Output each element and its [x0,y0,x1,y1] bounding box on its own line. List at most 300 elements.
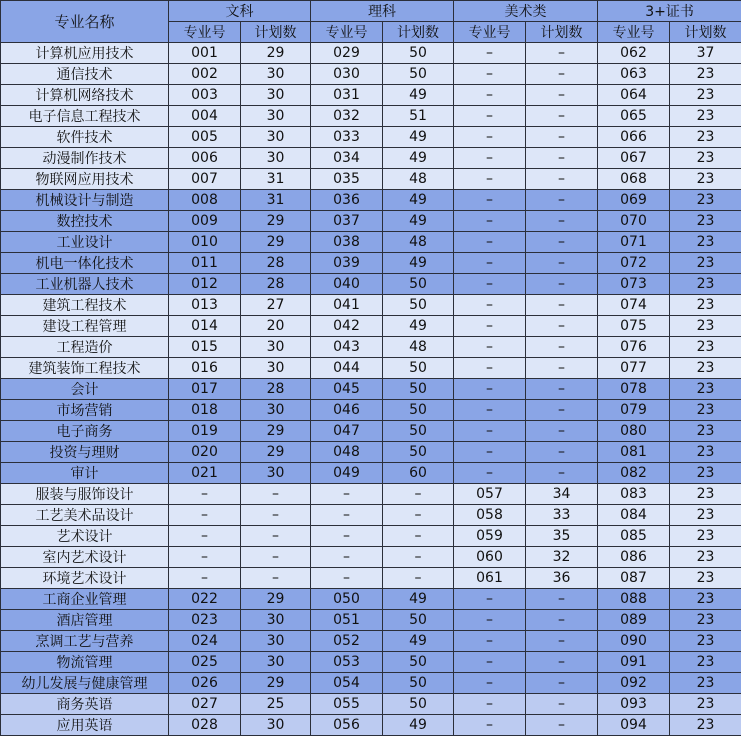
table-row [1,106,741,127]
table-row [1,463,741,484]
table-row [1,442,741,463]
major-code-cell: 035 [311,169,383,190]
plan-count-cell: 23 [670,568,741,589]
major-code-cell: 002 [169,64,241,85]
plan-count-cell: 23 [670,694,741,715]
major-code-cell: 027 [169,694,241,715]
major-code-cell: – [311,505,383,526]
major-name-cell: 工商企业管理 [1,589,169,610]
plan-count-cell: – [241,526,311,547]
plan-count-cell: 23 [670,295,741,316]
major-code-cell: 072 [598,253,670,274]
major-code-cell: – [454,85,526,106]
table-row [1,169,741,190]
major-name-cell: 幼儿发展与健康管理 [1,673,169,694]
major-code-cell: 085 [598,526,670,547]
major-code-cell: 022 [169,589,241,610]
plan-count-cell: – [383,547,454,568]
major-code-cell: – [454,253,526,274]
major-code-cell: 066 [598,127,670,148]
major-name-cell: 应用英语 [1,715,169,736]
major-code-cell: – [454,274,526,295]
plan-count-cell: 49 [383,253,454,274]
major-code-cell: 010 [169,232,241,253]
major-code-cell: 074 [598,295,670,316]
table-body [1,43,741,736]
plan-count-cell: 30 [241,610,311,631]
major-code-cell: 079 [598,400,670,421]
major-name-cell: 通信技术 [1,64,169,85]
plan-count-cell: 20 [241,316,311,337]
plan-count-cell: 50 [383,694,454,715]
major-code-cell: 083 [598,484,670,505]
plan-count-cell: 23 [670,400,741,421]
major-code-cell: 016 [169,358,241,379]
major-code-cell: 067 [598,148,670,169]
plan-count-cell: 29 [241,673,311,694]
plan-count-cell: 49 [383,715,454,736]
major-code-cell: 081 [598,442,670,463]
major-code-cell: 011 [169,253,241,274]
major-code-cell: – [311,526,383,547]
sub-header-code: 专业号 [598,22,670,43]
major-code-cell: – [454,295,526,316]
plan-count-cell: 30 [241,631,311,652]
plan-count-cell: 30 [241,358,311,379]
plan-count-cell: – [526,190,598,211]
major-name-cell: 酒店管理 [1,610,169,631]
major-name-cell: 机械设计与制造 [1,190,169,211]
major-code-cell: – [454,589,526,610]
table-row [1,673,741,694]
table-row [1,631,741,652]
plan-count-cell: 29 [241,232,311,253]
plan-count-cell: – [526,43,598,64]
major-code-cell: 030 [311,64,383,85]
plan-count-cell: – [383,505,454,526]
table-row [1,379,741,400]
plan-count-cell: 23 [670,442,741,463]
major-code-cell: 075 [598,316,670,337]
table-row [1,337,741,358]
plan-count-cell: 23 [670,673,741,694]
major-code-cell: – [169,484,241,505]
major-name-cell: 机电一体化技术 [1,253,169,274]
plan-count-cell: 49 [383,589,454,610]
plan-count-cell: 31 [241,190,311,211]
major-code-cell: 062 [598,43,670,64]
major-name-cell: 建筑装饰工程技术 [1,358,169,379]
major-code-cell: 050 [311,589,383,610]
plan-count-cell: 23 [670,631,741,652]
major-name-cell: 审计 [1,463,169,484]
plan-count-cell: 23 [670,337,741,358]
major-code-cell: 070 [598,211,670,232]
major-code-cell: 046 [311,400,383,421]
plan-count-cell: 23 [670,463,741,484]
major-code-cell: 006 [169,148,241,169]
major-code-cell: 076 [598,337,670,358]
major-name-cell: 工艺美术品设计 [1,505,169,526]
table-row [1,694,741,715]
plan-count-cell: – [526,169,598,190]
major-code-cell: 055 [311,694,383,715]
major-code-cell: – [454,652,526,673]
major-code-cell: 092 [598,673,670,694]
plan-count-cell: 31 [241,169,311,190]
plan-count-cell: 30 [241,463,311,484]
plan-count-cell: 50 [383,358,454,379]
plan-count-cell: – [526,106,598,127]
plan-count-cell: 50 [383,610,454,631]
plan-count-cell: 49 [383,211,454,232]
major-code-cell: – [454,421,526,442]
major-code-cell: – [454,127,526,148]
major-name-cell: 计算机网络技术 [1,85,169,106]
table-row [1,589,741,610]
plan-count-cell: 48 [383,169,454,190]
plan-count-cell: 48 [383,232,454,253]
sub-header-plan: 计划数 [670,22,741,43]
major-code-cell: – [454,232,526,253]
major-code-cell: 021 [169,463,241,484]
major-code-cell: 082 [598,463,670,484]
major-name-cell: 建设工程管理 [1,316,169,337]
plan-count-cell: 23 [670,106,741,127]
table-row [1,316,741,337]
major-code-cell: – [169,505,241,526]
major-code-cell: – [311,547,383,568]
plan-count-cell: 28 [241,379,311,400]
plan-count-cell: – [526,148,598,169]
major-code-cell: 087 [598,568,670,589]
major-name-cell: 商务英语 [1,694,169,715]
plan-count-cell: – [526,316,598,337]
major-code-cell: 025 [169,652,241,673]
major-code-cell: 051 [311,610,383,631]
table-row [1,127,741,148]
major-code-cell: – [454,379,526,400]
major-code-cell: 058 [454,505,526,526]
major-code-cell: 053 [311,652,383,673]
plan-count-cell: – [241,547,311,568]
plan-count-cell: 37 [670,43,741,64]
major-name-cell: 服装与服饰设计 [1,484,169,505]
plan-count-cell: 49 [383,190,454,211]
group-header-science: 理科 [311,1,454,22]
plan-count-cell: – [241,505,311,526]
major-code-cell: 032 [311,106,383,127]
plan-count-cell: 23 [670,652,741,673]
plan-count-cell: 29 [241,421,311,442]
table-row [1,358,741,379]
plan-count-cell: 49 [383,85,454,106]
table-row [1,295,741,316]
plan-count-cell: 23 [670,190,741,211]
major-code-cell: – [454,190,526,211]
plan-count-cell: 30 [241,652,311,673]
plan-count-cell: 50 [383,64,454,85]
plan-count-cell: 50 [383,379,454,400]
table-row [1,253,741,274]
major-name-cell: 电子信息工程技术 [1,106,169,127]
major-name-cell: 环境艺术设计 [1,568,169,589]
major-code-cell: – [454,43,526,64]
table-row [1,547,741,568]
major-name-header: 专业名称 [1,1,169,43]
plan-count-cell: – [526,463,598,484]
group-header-arts: 文科 [169,1,311,22]
major-code-cell: 008 [169,190,241,211]
major-code-cell: – [169,568,241,589]
major-code-cell: 023 [169,610,241,631]
plan-count-cell: – [526,400,598,421]
plan-count-cell: 23 [670,526,741,547]
major-name-cell: 艺术设计 [1,526,169,547]
major-code-cell: – [169,526,241,547]
major-code-cell: 034 [311,148,383,169]
major-code-cell: – [454,631,526,652]
table-row [1,400,741,421]
major-code-cell: – [454,316,526,337]
plan-count-cell: 23 [670,232,741,253]
major-code-cell: – [454,715,526,736]
major-name-cell: 市场营销 [1,400,169,421]
major-code-cell: 060 [454,547,526,568]
major-code-cell: 019 [169,421,241,442]
major-code-cell: – [454,211,526,232]
major-code-cell: 020 [169,442,241,463]
plan-count-cell: 23 [670,547,741,568]
plan-count-cell: 30 [241,85,311,106]
major-code-cell: – [311,568,383,589]
major-name-cell: 数控技术 [1,211,169,232]
plan-count-cell: 50 [383,295,454,316]
major-code-cell: 049 [311,463,383,484]
major-code-cell: 041 [311,295,383,316]
plan-count-cell: 60 [383,463,454,484]
major-code-cell: 036 [311,190,383,211]
major-code-cell: 080 [598,421,670,442]
plan-count-cell: – [241,484,311,505]
plan-count-cell: 23 [670,610,741,631]
plan-count-cell: 36 [526,568,598,589]
table-row [1,568,741,589]
major-code-cell: 009 [169,211,241,232]
plan-count-cell: – [526,64,598,85]
major-code-cell: 040 [311,274,383,295]
plan-count-cell: 50 [383,421,454,442]
plan-count-cell: – [526,610,598,631]
major-code-cell: – [169,547,241,568]
major-code-cell: 037 [311,211,383,232]
plan-count-cell: – [241,568,311,589]
table-row [1,274,741,295]
plan-count-cell: 23 [670,211,741,232]
major-code-cell: 061 [454,568,526,589]
plan-count-cell: – [526,211,598,232]
sub-header-code: 专业号 [311,22,383,43]
plan-count-cell: 29 [241,442,311,463]
plan-count-cell: 34 [526,484,598,505]
major-code-cell: – [454,148,526,169]
table-row [1,526,741,547]
major-code-cell: 004 [169,106,241,127]
plan-count-cell: 23 [670,316,741,337]
major-name-cell: 工业设计 [1,232,169,253]
plan-count-cell: 33 [526,505,598,526]
major-code-cell: – [454,442,526,463]
major-name-cell: 工业机器人技术 [1,274,169,295]
major-code-cell: 029 [311,43,383,64]
group-header-fine-arts: 美术类 [454,1,598,22]
major-code-cell: 045 [311,379,383,400]
major-code-cell: 028 [169,715,241,736]
plan-count-cell: – [526,274,598,295]
plan-count-cell: 49 [383,127,454,148]
major-name-cell: 投资与理财 [1,442,169,463]
plan-count-cell: 23 [670,715,741,736]
plan-count-cell: – [526,358,598,379]
major-name-cell: 计算机应用技术 [1,43,169,64]
plan-count-cell: 30 [241,106,311,127]
major-name-cell: 室内艺术设计 [1,547,169,568]
major-code-cell: 073 [598,274,670,295]
major-code-cell: 078 [598,379,670,400]
plan-count-cell: 30 [241,127,311,148]
major-code-cell: 065 [598,106,670,127]
plan-count-cell: 23 [670,169,741,190]
major-name-cell: 动漫制作技术 [1,148,169,169]
plan-count-cell: – [526,673,598,694]
table-row [1,421,741,442]
major-code-cell: 015 [169,337,241,358]
major-code-cell: 064 [598,85,670,106]
plan-count-cell: 23 [670,148,741,169]
major-code-cell: 042 [311,316,383,337]
major-name-cell: 工程造价 [1,337,169,358]
plan-count-cell: 35 [526,526,598,547]
plan-count-cell: – [526,715,598,736]
major-code-cell: 063 [598,64,670,85]
major-name-cell: 电子商务 [1,421,169,442]
major-code-cell: 017 [169,379,241,400]
sub-header-plan: 计划数 [241,22,311,43]
plan-count-cell: 30 [241,148,311,169]
major-code-cell: 094 [598,715,670,736]
plan-count-cell: – [526,694,598,715]
plan-count-cell: 25 [241,694,311,715]
table-row [1,190,741,211]
plan-count-cell: 23 [670,379,741,400]
major-code-cell: 054 [311,673,383,694]
major-code-cell: 086 [598,547,670,568]
major-code-cell: – [454,169,526,190]
major-code-cell: – [454,106,526,127]
table-row [1,484,741,505]
plan-count-cell: 29 [241,211,311,232]
plan-count-cell: 50 [383,673,454,694]
plan-count-cell: – [383,484,454,505]
plan-count-cell: 23 [670,505,741,526]
major-code-cell: 038 [311,232,383,253]
major-code-cell: 024 [169,631,241,652]
plan-count-cell: – [526,652,598,673]
plan-count-cell: – [383,568,454,589]
plan-count-cell: 23 [670,85,741,106]
major-code-cell: – [454,64,526,85]
major-name-cell: 建筑工程技术 [1,295,169,316]
major-name-cell: 软件技术 [1,127,169,148]
major-code-cell: 048 [311,442,383,463]
plan-count-cell: 28 [241,274,311,295]
major-code-cell: 059 [454,526,526,547]
plan-count-cell: 49 [383,631,454,652]
plan-count-cell: 29 [241,43,311,64]
plan-count-cell: – [526,127,598,148]
major-code-cell: 013 [169,295,241,316]
plan-count-cell: 30 [241,337,311,358]
major-code-cell: 090 [598,631,670,652]
plan-count-cell: 30 [241,715,311,736]
table-row [1,211,741,232]
table-row [1,715,741,736]
plan-count-cell: – [526,379,598,400]
major-code-cell: 043 [311,337,383,358]
plan-count-cell: 30 [241,400,311,421]
table-row [1,232,741,253]
plan-count-cell: – [526,442,598,463]
plan-count-cell: 28 [241,253,311,274]
plan-count-cell: – [526,295,598,316]
major-code-cell: – [454,463,526,484]
major-code-cell: – [311,484,383,505]
major-code-cell: 001 [169,43,241,64]
plan-count-cell: 50 [383,400,454,421]
sub-header-plan: 计划数 [383,22,454,43]
major-code-cell: 071 [598,232,670,253]
table-row [1,43,741,64]
plan-count-cell: – [383,526,454,547]
plan-count-cell: 23 [670,127,741,148]
major-code-cell: 012 [169,274,241,295]
major-code-cell: 068 [598,169,670,190]
table-row [1,64,741,85]
plan-count-cell: – [526,589,598,610]
major-code-cell: 088 [598,589,670,610]
plan-count-cell: 50 [383,442,454,463]
major-code-cell: – [454,358,526,379]
major-code-cell: 018 [169,400,241,421]
header-row-groups [1,1,741,22]
table-row [1,505,741,526]
table-row [1,148,741,169]
plan-count-cell: 32 [526,547,598,568]
major-code-cell: 089 [598,610,670,631]
plan-count-cell: – [526,337,598,358]
plan-count-cell: 23 [670,274,741,295]
plan-count-cell: 23 [670,421,741,442]
major-code-cell: 084 [598,505,670,526]
major-code-cell: – [454,610,526,631]
major-code-cell: 069 [598,190,670,211]
major-name-cell: 烹调工艺与营养 [1,631,169,652]
plan-count-cell: 49 [383,148,454,169]
major-code-cell: 077 [598,358,670,379]
plan-count-cell: – [526,253,598,274]
major-code-cell: 007 [169,169,241,190]
major-code-cell: 091 [598,652,670,673]
